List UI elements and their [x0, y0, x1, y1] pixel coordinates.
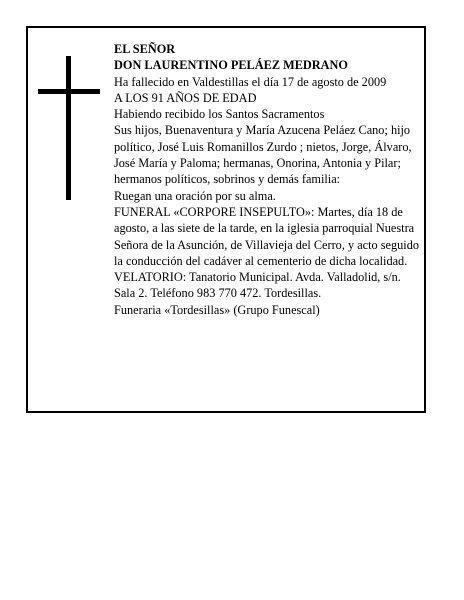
sacraments-statement: Habiendo recibido los Santos Sacramentos — [114, 107, 325, 122]
prayer-request: Ruegan una oración por su alma. — [114, 188, 276, 203]
age-statement: A LOS 91 AÑOS DE EDAD — [114, 90, 257, 105]
cross-icon — [38, 56, 100, 200]
funeral-details: FUNERAL «CORPORE INSEPULTO»: Martes, día 18 de agosto, a las siete de la tarde, en la iglesia parroquial Nuestra Señora de la Asunción, de Villavieja del Cerro, y acto seguido la conducción del cadáver al cementerio de dicha localidad. — [114, 204, 420, 268]
obituary-notice — [26, 26, 426, 413]
funeral-home: Funeraria «Tordesillas» (Grupo Funescal) — [114, 302, 320, 317]
wake-details: VELATORIO: Tanatorio Municipal. Avda. Valladolid, s/n. Sala 2. Teléfono 983 770 472. Tordesillas. — [114, 270, 401, 301]
family-list: Sus hijos, Buenaventura y María Azucena Peláez Cano; hijo político, José Luis Romanillos Zurdo ; nietos, Jorge, Álvaro, José María y Paloma; hermanas, Onorina, Antonia y Pilar; hermanos políticos, sobrinos y demás familia: — [114, 123, 412, 187]
cross-vertical-bar — [66, 56, 71, 200]
notice-title: EL SEÑOR — [114, 42, 176, 56]
notice-text — [114, 41, 422, 318]
death-statement: Ha fallecido en Valdestillas el día 17 de agosto de 2009 — [114, 74, 387, 89]
deceased-name: DON LAURENTINO PELÁEZ MEDRANO — [114, 58, 349, 73]
cross-horizontal-bar — [38, 89, 100, 94]
